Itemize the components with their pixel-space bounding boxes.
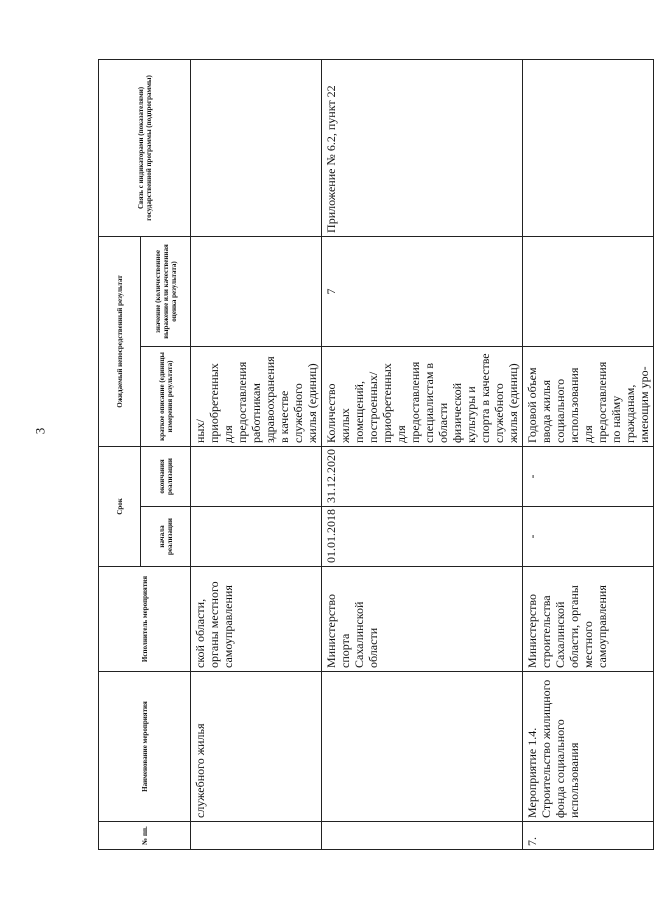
cell-end xyxy=(191,446,322,506)
cell-start: 01.01.2018 xyxy=(322,507,523,567)
cell-value: 7 xyxy=(322,236,523,346)
header-num: № пп. xyxy=(99,822,191,850)
cell-executor: Министерство спорта Сахалинской области xyxy=(322,567,523,672)
cell-link: Приложение № 6.2, пункт 22 xyxy=(322,59,523,236)
cell-end: 31.12.2020 xyxy=(322,446,523,506)
header-name: Наименование мероприятия xyxy=(99,672,191,822)
table-row xyxy=(523,59,654,849)
cell-name: служебного жилья xyxy=(191,672,322,822)
measures-table xyxy=(98,59,654,850)
header-link: Связь с индикаторами (показателями) государственной программы (подпрограммы) xyxy=(99,59,191,236)
cell-num: 7. xyxy=(523,822,654,850)
cell-desc: Годовой объем ввода жилья социального использования для предоставления по найму гражданам, имеющим уро- xyxy=(523,346,654,446)
header-term-start: начала реализации xyxy=(141,507,191,567)
header-term: Срок xyxy=(99,446,141,566)
cell-value xyxy=(523,236,654,346)
header-term-end: окончания реализации xyxy=(141,446,191,506)
cell-end: - xyxy=(523,446,654,506)
header-expected-desc: краткое описание (единицы измерения результата) xyxy=(141,346,191,446)
header-expected: Ожидаемый непосредственный результат xyxy=(99,236,141,446)
cell-desc: Количество жилых помещений, построенных/ приобретенных для предоставления специалистам в области физической культуры и спорта в качестве служебного жилья (единиц) xyxy=(322,346,523,446)
header-expected-value: значение (количественное выражение или качественная оценка результата) xyxy=(141,236,191,346)
table-row xyxy=(322,59,523,849)
cell-value xyxy=(191,236,322,346)
header-executor: Исполнитель мероприятия xyxy=(99,567,191,672)
cell-executor: ской области, органы местного самоуправления xyxy=(191,567,322,672)
cell-name xyxy=(322,672,523,822)
cell-desc: ных/приобретенных для предоставления работникам здравоохранения в качестве служебного жилья (единиц) xyxy=(191,346,322,446)
cell-executor: Министерство строительства Сахалинской области, органы местного самоуправления xyxy=(523,567,654,672)
cell-num xyxy=(322,822,523,850)
table-row xyxy=(191,59,322,849)
cell-num xyxy=(191,822,322,850)
cell-start: - xyxy=(523,507,654,567)
cell-link xyxy=(523,59,654,236)
page-number: 3 xyxy=(32,427,48,435)
rotated-table-container xyxy=(98,60,651,850)
cell-link xyxy=(191,59,322,236)
cell-start xyxy=(191,507,322,567)
cell-name: Мероприятие 1.4. Строительство жилищного фонда социального использования xyxy=(523,672,654,822)
